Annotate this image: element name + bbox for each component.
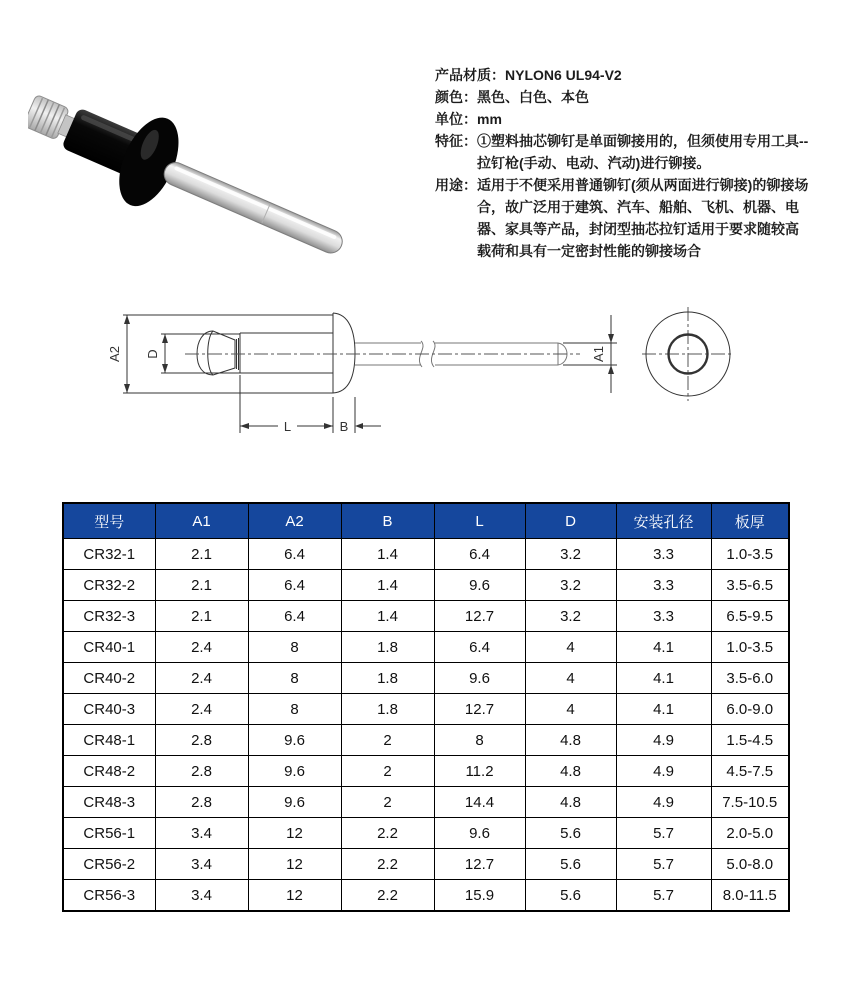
table-cell: 4.5-7.5 bbox=[711, 756, 789, 787]
table-cell: 5.7 bbox=[616, 880, 711, 912]
dimension-label-d: D bbox=[145, 349, 160, 359]
table-cell: CR56-3 bbox=[63, 880, 155, 912]
table-cell: 3.4 bbox=[155, 818, 248, 849]
table-row bbox=[63, 632, 789, 663]
table-cell: CR56-1 bbox=[63, 818, 155, 849]
column-header: 安装孔径 bbox=[616, 503, 711, 539]
table-cell: 5.0-8.0 bbox=[711, 849, 789, 880]
dimension-drawing bbox=[100, 293, 790, 471]
table-cell: 2.8 bbox=[155, 787, 248, 818]
info-row-feature bbox=[435, 130, 847, 174]
table-row bbox=[63, 818, 789, 849]
table-cell: 11.2 bbox=[434, 756, 525, 787]
dimension-label-b: B bbox=[339, 419, 349, 434]
rivet-photo-graphic bbox=[28, 80, 394, 270]
table-body bbox=[63, 539, 789, 912]
product-info bbox=[435, 64, 847, 262]
table-cell: 2.8 bbox=[155, 756, 248, 787]
table-cell: 2 bbox=[341, 756, 434, 787]
table-cell: 3.2 bbox=[525, 570, 616, 601]
info-value: mm bbox=[477, 111, 502, 127]
table-cell: 6.0-9.0 bbox=[711, 694, 789, 725]
table-cell: 1.8 bbox=[341, 663, 434, 694]
info-row-color bbox=[435, 86, 847, 108]
table-cell: 5.6 bbox=[525, 818, 616, 849]
table-cell: CR48-3 bbox=[63, 787, 155, 818]
info-value: 黑色、白色、本色 bbox=[477, 89, 589, 105]
info-row-unit bbox=[435, 108, 847, 130]
table-cell: 4.8 bbox=[525, 756, 616, 787]
table-header-row bbox=[63, 503, 789, 539]
table-cell: 6.5-9.5 bbox=[711, 601, 789, 632]
table-cell: 12 bbox=[248, 849, 341, 880]
info-value: NYLON6 UL94-V2 bbox=[505, 67, 622, 83]
table-row bbox=[63, 849, 789, 880]
table-cell: 3.3 bbox=[616, 601, 711, 632]
table-cell: 3.5-6.0 bbox=[711, 663, 789, 694]
column-header: 型号 bbox=[63, 503, 155, 539]
dimension-label-a1: A1 bbox=[591, 346, 606, 362]
column-header: B bbox=[341, 503, 434, 539]
table-cell: 14.4 bbox=[434, 787, 525, 818]
table-cell: 8 bbox=[434, 725, 525, 756]
info-label: 用途： bbox=[435, 177, 477, 193]
table-cell: 3.4 bbox=[155, 849, 248, 880]
column-header: 板厚 bbox=[711, 503, 789, 539]
table-cell: 1.8 bbox=[341, 632, 434, 663]
table-cell: 4 bbox=[525, 632, 616, 663]
table-row bbox=[63, 787, 789, 818]
table-cell: 6.4 bbox=[248, 539, 341, 570]
table-cell: 2.4 bbox=[155, 632, 248, 663]
table-cell: 2.2 bbox=[341, 818, 434, 849]
table-row bbox=[63, 539, 789, 570]
table-row bbox=[63, 880, 789, 912]
table-cell: 5.6 bbox=[525, 849, 616, 880]
table-cell: 6.4 bbox=[248, 601, 341, 632]
table-cell: 1.0-3.5 bbox=[711, 632, 789, 663]
table-cell: CR48-1 bbox=[63, 725, 155, 756]
table-cell: 2.0-5.0 bbox=[711, 818, 789, 849]
table-cell: 5.7 bbox=[616, 849, 711, 880]
spec-table bbox=[62, 502, 790, 912]
dimension-label-a2: A2 bbox=[107, 346, 122, 362]
table-cell: 2.2 bbox=[341, 880, 434, 912]
info-value: 适用于不便采用普通铆钉(须从两面进行铆接)的铆接场合，故广泛用于建筑、汽车、船舶、飞机、机器、电器、家具等产品，封闭型抽芯拉钉适用于要求随较高载荷和具有一定密封性能的铆接场合 bbox=[477, 177, 809, 259]
table-cell: 3.5-6.5 bbox=[711, 570, 789, 601]
table-cell: 4.9 bbox=[616, 756, 711, 787]
info-row-material bbox=[435, 64, 847, 86]
table-cell: 6.4 bbox=[434, 632, 525, 663]
table-cell: 9.6 bbox=[248, 787, 341, 818]
table-cell: CR32-3 bbox=[63, 601, 155, 632]
table-cell: 6.4 bbox=[434, 539, 525, 570]
table-cell: CR40-3 bbox=[63, 694, 155, 725]
table-cell: 5.7 bbox=[616, 818, 711, 849]
table-cell: 12.7 bbox=[434, 601, 525, 632]
table-cell: 2 bbox=[341, 725, 434, 756]
column-header: D bbox=[525, 503, 616, 539]
info-label: 产品材质： bbox=[435, 67, 505, 83]
table-cell: 4.1 bbox=[616, 632, 711, 663]
table-cell: 15.9 bbox=[434, 880, 525, 912]
table-cell: 2.1 bbox=[155, 601, 248, 632]
table-cell: 1.4 bbox=[341, 601, 434, 632]
table-cell: 9.6 bbox=[248, 725, 341, 756]
table-cell: 8 bbox=[248, 632, 341, 663]
table-cell: 3.3 bbox=[616, 539, 711, 570]
table-cell: 9.6 bbox=[434, 570, 525, 601]
table-cell: 1.0-3.5 bbox=[711, 539, 789, 570]
table-cell: 2.2 bbox=[341, 849, 434, 880]
table-row bbox=[63, 756, 789, 787]
table-cell: 4 bbox=[525, 663, 616, 694]
table-cell: 2.8 bbox=[155, 725, 248, 756]
table-cell: 1.8 bbox=[341, 694, 434, 725]
column-header: A1 bbox=[155, 503, 248, 539]
technical-drawing bbox=[100, 293, 790, 471]
table-cell: CR40-1 bbox=[63, 632, 155, 663]
table-cell: 8 bbox=[248, 663, 341, 694]
table-cell: 2.4 bbox=[155, 694, 248, 725]
table-cell: 6.4 bbox=[248, 570, 341, 601]
table-cell: 4.9 bbox=[616, 725, 711, 756]
table-cell: 8 bbox=[248, 694, 341, 725]
table-cell: 2.1 bbox=[155, 539, 248, 570]
column-header: L bbox=[434, 503, 525, 539]
table-cell: 1.4 bbox=[341, 539, 434, 570]
info-label: 单位： bbox=[435, 111, 477, 127]
table-cell: CR48-2 bbox=[63, 756, 155, 787]
column-header: A2 bbox=[248, 503, 341, 539]
table-cell: 9.6 bbox=[434, 818, 525, 849]
table-cell: CR32-2 bbox=[63, 570, 155, 601]
table-row bbox=[63, 601, 789, 632]
table-cell: 12.7 bbox=[434, 849, 525, 880]
table-cell: 4.8 bbox=[525, 725, 616, 756]
table-row bbox=[63, 725, 789, 756]
info-label: 颜色： bbox=[435, 89, 477, 105]
table-cell: 1.4 bbox=[341, 570, 434, 601]
table-cell: 12 bbox=[248, 818, 341, 849]
dimension-label-l: L bbox=[283, 419, 292, 434]
table-cell: 7.5-10.5 bbox=[711, 787, 789, 818]
table-cell: 2 bbox=[341, 787, 434, 818]
table-cell: 9.6 bbox=[248, 756, 341, 787]
table-cell: 4.1 bbox=[616, 694, 711, 725]
table-cell: 3.2 bbox=[525, 539, 616, 570]
table-cell: CR40-2 bbox=[63, 663, 155, 694]
info-label: 特征： bbox=[435, 133, 477, 149]
table-cell: 1.5-4.5 bbox=[711, 725, 789, 756]
info-value: ①塑料抽芯铆钉是单面铆接用的，但须使用专用工具--拉钉枪(手动、电动、汽动)进行铆接。 bbox=[477, 133, 809, 171]
table-cell: 3.3 bbox=[616, 570, 711, 601]
table-cell: 2.4 bbox=[155, 663, 248, 694]
info-row-usage bbox=[435, 174, 847, 262]
table-row bbox=[63, 570, 789, 601]
table-cell: 9.6 bbox=[434, 663, 525, 694]
table-row bbox=[63, 694, 789, 725]
table-cell: 4.1 bbox=[616, 663, 711, 694]
product-photo bbox=[28, 80, 394, 270]
table-cell: 2.1 bbox=[155, 570, 248, 601]
table-cell: CR56-2 bbox=[63, 849, 155, 880]
table-cell: 8.0-11.5 bbox=[711, 880, 789, 912]
table-cell: 3.2 bbox=[525, 601, 616, 632]
table-cell: 4.9 bbox=[616, 787, 711, 818]
table-row bbox=[63, 663, 789, 694]
table-cell: 5.6 bbox=[525, 880, 616, 912]
table-cell: 4.8 bbox=[525, 787, 616, 818]
table-cell: 12.7 bbox=[434, 694, 525, 725]
table-cell: 4 bbox=[525, 694, 616, 725]
table-cell: 12 bbox=[248, 880, 341, 912]
table-cell: CR32-1 bbox=[63, 539, 155, 570]
table-cell: 3.4 bbox=[155, 880, 248, 912]
